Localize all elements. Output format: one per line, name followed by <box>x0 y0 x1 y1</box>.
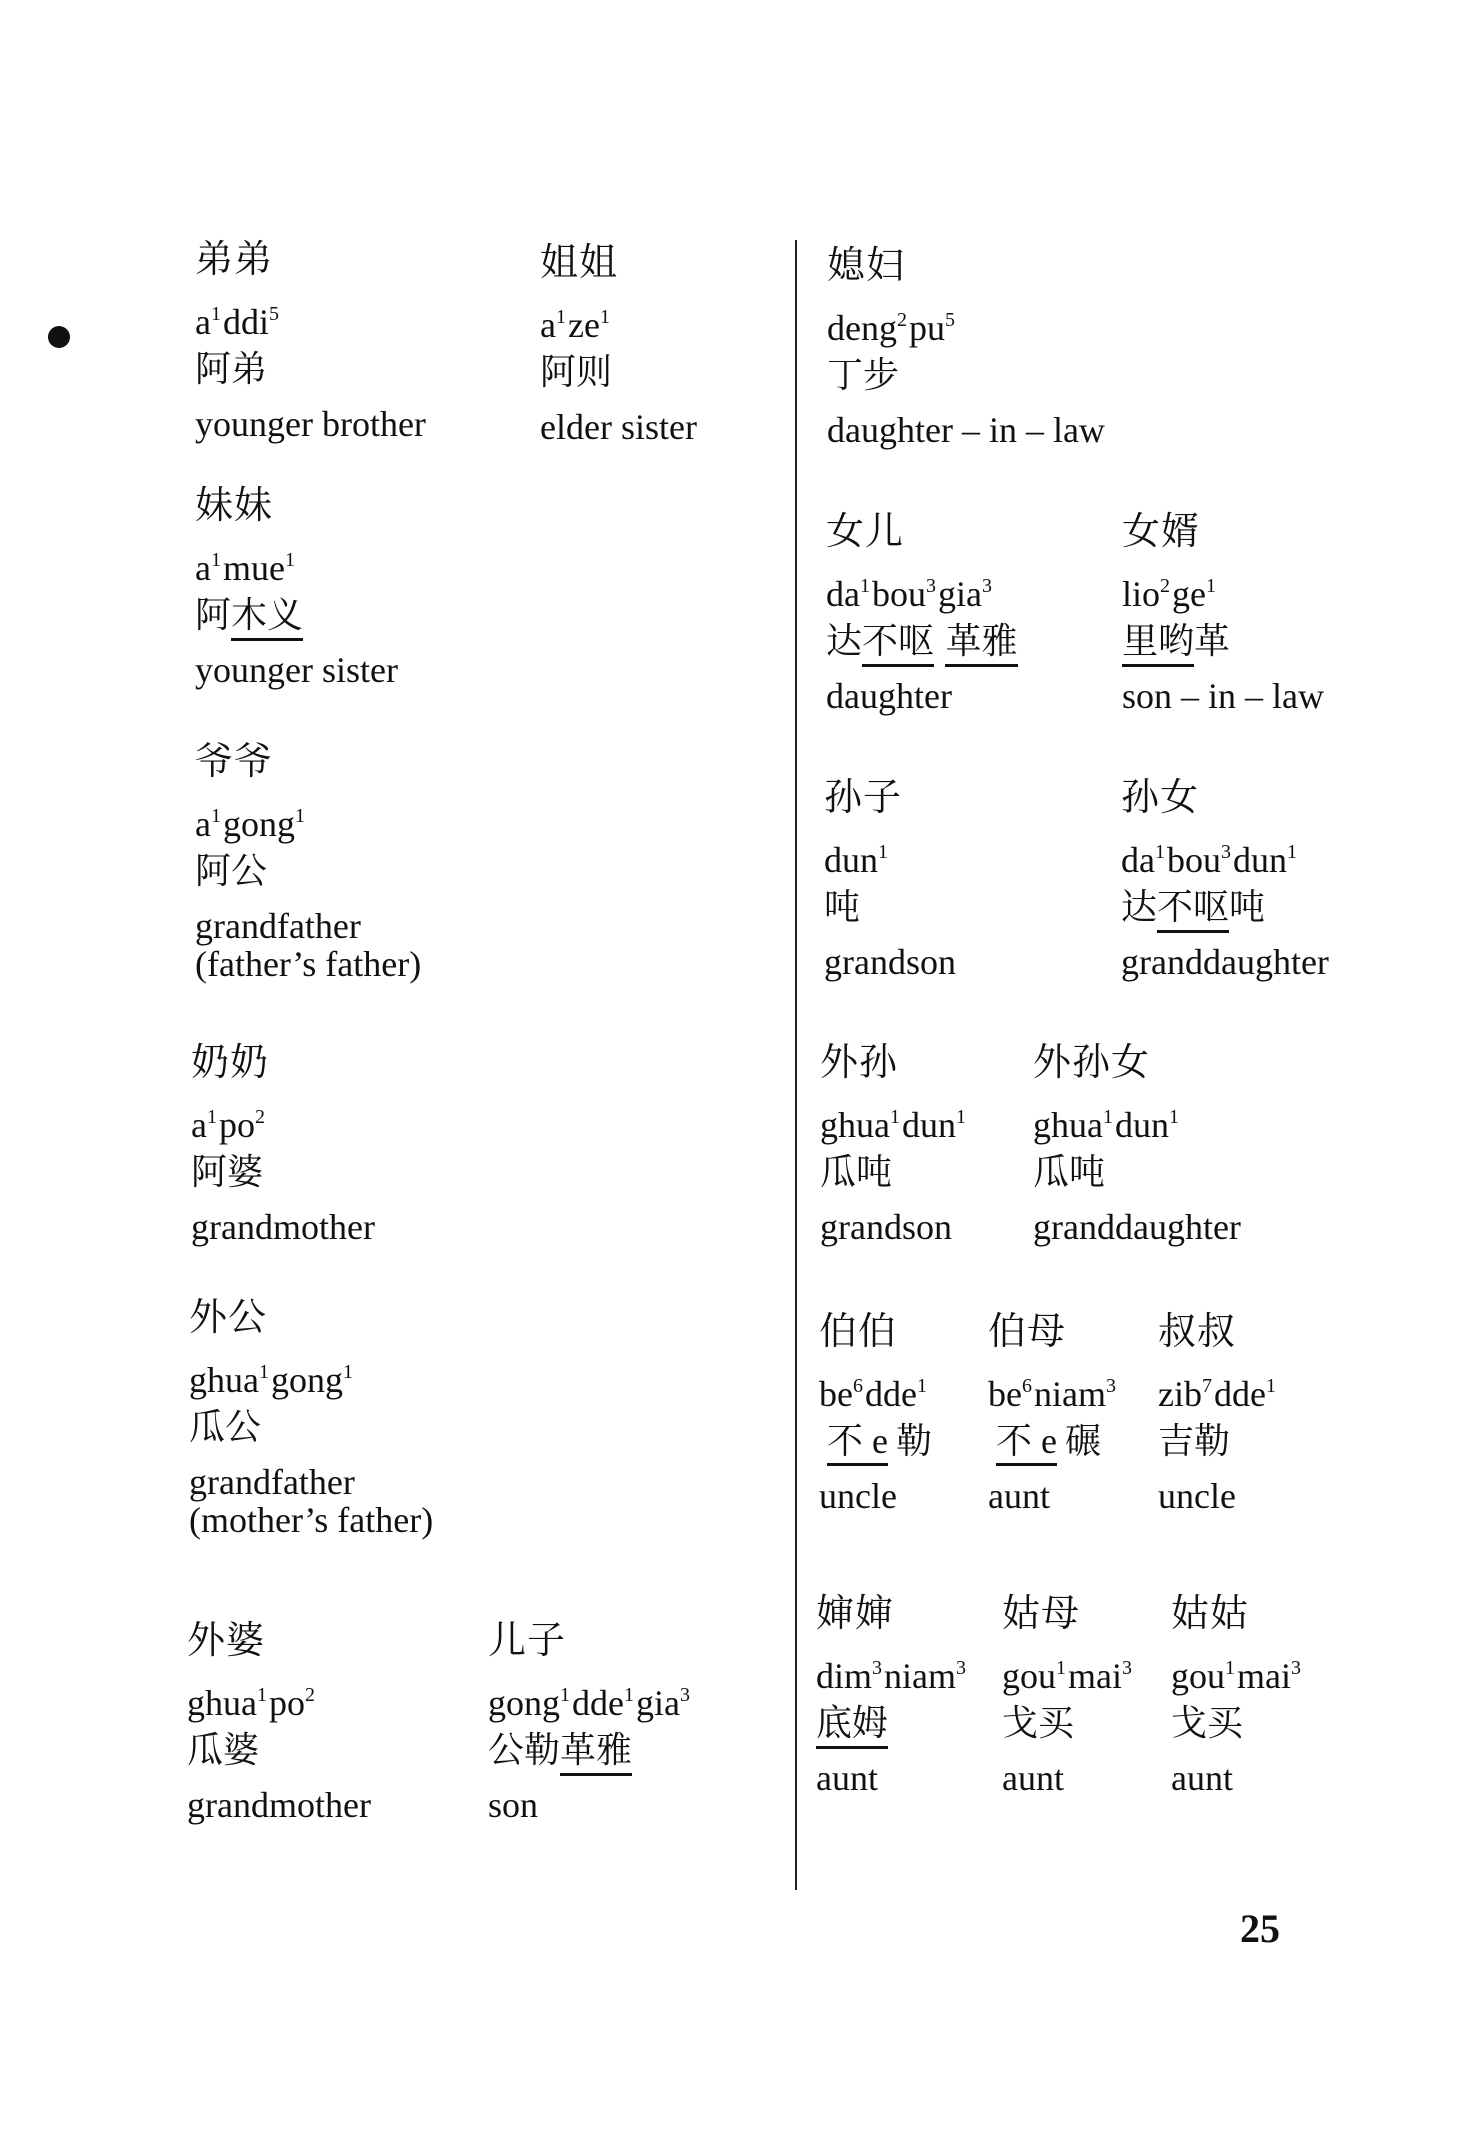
tone-number: 3 <box>1105 1375 1116 1397</box>
pinyin-syllable: gong <box>488 1683 560 1723</box>
english-line: uncle <box>1158 1476 1236 1516</box>
hanzi-term: 孙子 <box>824 775 903 819</box>
pinyin-romanization <box>988 1359 1118 1414</box>
pinyin-syllable: dun <box>1232 840 1287 880</box>
tone-number: 1 <box>294 805 305 827</box>
pinyin-syllable: dun <box>901 1105 956 1145</box>
tone-number: 3 <box>1121 1657 1132 1679</box>
transcription-segment: 瓜吨 <box>1033 1152 1106 1193</box>
english-line: daughter – in – law <box>827 410 1105 450</box>
english-line: grandson <box>824 942 956 982</box>
tone-number: 1 <box>623 1684 634 1706</box>
vocab-entry <box>988 1304 1118 1515</box>
vocab-entry <box>1121 770 1329 981</box>
english-line: granddaughter <box>1121 942 1329 982</box>
transcription-segment: 戈买 <box>1002 1703 1075 1744</box>
pinyin-syllable: ghua <box>820 1105 890 1145</box>
tone-number: 1 <box>284 549 295 571</box>
underlined-segment: 不呕 <box>1157 887 1229 933</box>
vocab-entry <box>1033 1035 1241 1246</box>
hanzi-term: 妹妹 <box>195 483 274 527</box>
transcription-segment: 丁步 <box>827 355 900 396</box>
phonetic-transcription <box>827 348 1105 403</box>
english-gloss <box>820 1208 968 1246</box>
tone-number: 2 <box>304 1684 315 1706</box>
pinyin-syllable: bou <box>871 574 926 614</box>
tone-number: 1 <box>955 1106 966 1128</box>
english-gloss <box>988 1477 1118 1515</box>
english-gloss <box>1033 1208 1241 1246</box>
pinyin-syllable: niam <box>884 1656 956 1696</box>
english-line: grandfather <box>189 1462 355 1502</box>
tone-number: 1 <box>1265 1375 1276 1397</box>
scan-artifact <box>48 326 70 348</box>
tone-number: 1 <box>889 1106 900 1128</box>
tone-number: 2 <box>254 1106 265 1128</box>
pinyin-romanization <box>1171 1641 1303 1696</box>
tone-number: 1 <box>210 805 221 827</box>
column-divider <box>795 240 797 1890</box>
transcription-segment <box>934 621 945 662</box>
tone-number: 2 <box>896 309 907 331</box>
pinyin-syllable: ghua <box>189 1360 259 1400</box>
hanzi-term: 婶婶 <box>816 1591 895 1635</box>
phonetic-transcription <box>195 844 421 899</box>
pinyin-romanization <box>195 789 421 844</box>
phonetic-transcription <box>1171 1696 1303 1751</box>
pinyin-syllable: dun <box>1114 1105 1169 1145</box>
pinyin-syllable: mai <box>1068 1656 1122 1696</box>
vocab-entry <box>827 238 1105 449</box>
tone-number: 1 <box>859 575 870 597</box>
pinyin-syllable: mue <box>222 548 285 588</box>
hanzi-term: 孙女 <box>1121 775 1200 819</box>
tone-number: 1 <box>1225 1657 1235 1679</box>
pinyin-syllable: a <box>540 305 556 345</box>
transcription-segment: 瓜婆 <box>187 1730 260 1771</box>
pinyin-syllable: gong <box>270 1360 343 1400</box>
english-line: grandmother <box>187 1785 371 1825</box>
phonetic-transcription <box>189 1400 433 1455</box>
transcription-segment: 阿则 <box>540 352 613 393</box>
transcription-segment: 阿 <box>195 595 232 636</box>
pinyin-romanization <box>195 287 426 342</box>
tone-number: 1 <box>878 841 888 863</box>
pinyin-romanization <box>1121 825 1329 880</box>
transcription-segment: 革 <box>1194 621 1231 662</box>
english-gloss <box>195 907 421 983</box>
pinyin-romanization <box>816 1641 968 1696</box>
phonetic-transcription <box>1158 1414 1278 1469</box>
english-gloss <box>827 411 1105 449</box>
pinyin-syllable: po <box>268 1683 305 1723</box>
pinyin-syllable: be <box>819 1374 853 1414</box>
english-gloss <box>191 1208 375 1246</box>
phonetic-transcription <box>187 1723 371 1778</box>
transcription-segment: 戈买 <box>1171 1703 1244 1744</box>
hanzi-term: 姐姐 <box>540 240 619 284</box>
english-gloss <box>187 1786 371 1824</box>
pinyin-romanization <box>1033 1090 1241 1145</box>
pinyin-syllable: ghua <box>1033 1105 1103 1145</box>
pinyin-romanization <box>191 1090 375 1145</box>
english-gloss <box>1171 1759 1303 1797</box>
phonetic-transcription <box>1121 880 1329 935</box>
tone-number: 3 <box>956 1657 966 1679</box>
tone-number: 1 <box>599 306 610 328</box>
english-line: grandmother <box>191 1207 375 1247</box>
pinyin-syllable: dde <box>572 1683 624 1723</box>
tone-number: 1 <box>1286 841 1297 863</box>
pinyin-syllable: be <box>988 1374 1022 1414</box>
phonetic-transcription <box>195 588 398 643</box>
tone-number: 5 <box>944 309 955 331</box>
pinyin-romanization <box>819 1359 932 1414</box>
transcription-segment: 达 <box>826 621 863 662</box>
pinyin-romanization <box>826 559 1018 614</box>
english-line: younger brother <box>195 404 426 444</box>
vocab-entry <box>191 1035 375 1246</box>
tone-number: 3 <box>1290 1657 1301 1679</box>
underlined-segment: 底姆 <box>816 1703 888 1749</box>
english-line: elder sister <box>540 407 697 447</box>
tone-number: 7 <box>1201 1375 1212 1397</box>
tone-number: 1 <box>1168 1106 1179 1128</box>
underlined-segment: 木义 <box>231 595 303 641</box>
pinyin-romanization <box>820 1090 968 1145</box>
english-line: granddaughter <box>1033 1207 1241 1247</box>
pinyin-syllable: ge <box>1172 574 1206 614</box>
transcription-segment: 阿婆 <box>191 1152 264 1193</box>
transcription-segment: 阿弟 <box>195 349 268 390</box>
hanzi-term: 儿子 <box>488 1618 567 1662</box>
phonetic-transcription <box>826 614 1018 669</box>
vocab-entry <box>824 770 956 981</box>
pinyin-syllable: ddi <box>222 302 269 342</box>
vocab-entry <box>195 478 398 689</box>
english-gloss <box>1121 943 1329 981</box>
pinyin-syllable: zib <box>1158 1374 1202 1414</box>
pinyin-syllable: ghua <box>187 1683 257 1723</box>
transcription-segment: 勒 <box>895 1421 932 1462</box>
english-gloss <box>1122 677 1324 715</box>
english-gloss <box>488 1786 692 1824</box>
tone-number: 3 <box>872 1657 883 1679</box>
vocab-entry <box>820 1035 968 1246</box>
underlined-segment: 不 e <box>996 1421 1057 1466</box>
underlined-segment: 不呕 <box>862 621 934 667</box>
pinyin-syllable: da <box>1121 840 1155 880</box>
tone-number: 1 <box>1154 841 1165 863</box>
pinyin-syllable: dun <box>824 840 878 880</box>
underlined-segment: 革雅 <box>560 1730 632 1776</box>
pinyin-syllable: da <box>826 574 860 614</box>
pinyin-syllable: ze <box>567 305 600 345</box>
pinyin-syllable: pu <box>908 308 945 348</box>
hanzi-term: 外孙女 <box>1033 1040 1151 1084</box>
phonetic-transcription <box>1122 614 1324 669</box>
pinyin-syllable: gia <box>635 1683 680 1723</box>
tone-number: 1 <box>342 1361 353 1383</box>
tone-number: 6 <box>852 1375 863 1397</box>
hanzi-term: 伯母 <box>988 1309 1067 1353</box>
pinyin-romanization <box>824 825 956 880</box>
english-gloss <box>824 943 956 981</box>
pinyin-romanization <box>195 533 398 588</box>
english-line: daughter <box>826 676 952 716</box>
tone-number: 1 <box>210 303 221 325</box>
transcription-segment: 达 <box>1121 887 1158 928</box>
transcription-segment: 阿公 <box>195 851 268 892</box>
pinyin-romanization <box>540 290 697 345</box>
english-line: grandfather <box>195 906 361 946</box>
vocab-entry <box>1122 504 1324 715</box>
pinyin-romanization <box>1122 559 1324 614</box>
tone-number: 5 <box>269 303 279 325</box>
english-line: aunt <box>816 1758 878 1798</box>
hanzi-term: 外婆 <box>187 1618 266 1662</box>
hanzi-term: 女儿 <box>826 509 905 553</box>
vocab-entry <box>826 504 1018 715</box>
phonetic-transcription <box>988 1414 1118 1469</box>
hanzi-term: 奶奶 <box>191 1040 270 1084</box>
phonetic-transcription <box>488 1723 692 1778</box>
pinyin-syllable: bou <box>1166 840 1221 880</box>
tone-number: 1 <box>916 1375 927 1397</box>
vocab-entry <box>819 1304 932 1515</box>
pinyin-romanization <box>187 1668 371 1723</box>
english-line: younger sister <box>195 650 398 690</box>
underlined-segment: 里哟 <box>1122 621 1194 667</box>
vocab-entry <box>195 232 426 443</box>
english-gloss <box>540 408 697 446</box>
english-line: aunt <box>1171 1758 1233 1798</box>
tone-number: 1 <box>206 1106 217 1128</box>
vocab-entry <box>1002 1586 1134 1797</box>
english-gloss <box>1158 1477 1278 1515</box>
english-line: aunt <box>1002 1758 1064 1798</box>
tone-number: 1 <box>1102 1106 1113 1128</box>
phonetic-transcription <box>816 1696 968 1751</box>
english-gloss <box>826 677 1018 715</box>
vocab-entry <box>187 1613 371 1824</box>
phonetic-transcription <box>191 1145 375 1200</box>
tone-number: 1 <box>555 306 566 328</box>
pinyin-syllable: a <box>191 1105 207 1145</box>
page-number: 25 <box>1240 1906 1280 1951</box>
tone-number: 3 <box>1220 841 1231 863</box>
english-line: son – in – law <box>1122 676 1324 716</box>
tone-number: 3 <box>679 1684 690 1706</box>
pinyin-romanization <box>1002 1641 1134 1696</box>
hanzi-term: 伯伯 <box>819 1309 898 1353</box>
hanzi-term: 外孙 <box>820 1040 899 1084</box>
tone-number: 1 <box>210 549 221 571</box>
hanzi-term: 媳妇 <box>827 243 906 287</box>
hanzi-term: 叔叔 <box>1158 1309 1237 1353</box>
tone-number: 1 <box>1056 1657 1066 1679</box>
pinyin-syllable: dim <box>816 1656 873 1696</box>
underlined-segment: 革雅 <box>945 621 1017 667</box>
pinyin-syllable: gou <box>1002 1656 1056 1696</box>
pinyin-syllable: lio <box>1122 574 1161 614</box>
english-gloss <box>195 405 426 443</box>
pinyin-syllable: gou <box>1171 1656 1225 1696</box>
transcription-segment: 瓜公 <box>189 1407 262 1448</box>
tone-number: 1 <box>560 1684 570 1706</box>
english-gloss <box>816 1759 968 1797</box>
hanzi-term: 弟弟 <box>195 237 274 281</box>
pinyin-syllable: gia <box>937 574 982 614</box>
hanzi-term: 女婿 <box>1122 509 1201 553</box>
pinyin-romanization <box>488 1668 692 1723</box>
hanzi-term: 外公 <box>189 1295 268 1339</box>
pinyin-syllable: a <box>195 548 211 588</box>
tone-number: 3 <box>925 575 936 597</box>
underlined-segment: 不 e <box>827 1421 888 1466</box>
pinyin-syllable: dde <box>1213 1374 1266 1414</box>
pinyin-syllable: a <box>195 302 211 342</box>
vocab-entry <box>1171 1586 1303 1797</box>
vocab-entry <box>488 1613 692 1824</box>
tone-number: 2 <box>1160 575 1171 597</box>
vocab-entry <box>540 235 697 446</box>
pinyin-romanization <box>189 1345 433 1400</box>
vocab-entry <box>1158 1304 1278 1515</box>
english-line: aunt <box>988 1476 1050 1516</box>
vocab-entry <box>189 1290 433 1539</box>
english-line: (mother’s father) <box>189 1500 434 1540</box>
pinyin-romanization <box>1158 1359 1278 1414</box>
english-line: grandson <box>820 1207 952 1247</box>
tone-number: 1 <box>258 1361 269 1383</box>
transcription-segment: 碾 <box>1064 1421 1101 1462</box>
pinyin-syllable: gong <box>222 804 295 844</box>
phonetic-transcription <box>540 345 697 400</box>
tone-number: 1 <box>256 1684 267 1706</box>
pinyin-syllable: a <box>195 804 211 844</box>
tone-number: 3 <box>981 575 992 597</box>
pinyin-syllable: deng <box>827 308 897 348</box>
pinyin-syllable: po <box>218 1105 255 1145</box>
english-gloss <box>819 1477 932 1515</box>
phonetic-transcription <box>824 880 956 935</box>
hanzi-term: 爷爷 <box>195 739 274 783</box>
vocab-entry <box>816 1586 968 1797</box>
transcription-segment: 吨 <box>1229 887 1266 928</box>
transcription-segment: 吉勒 <box>1158 1421 1231 1462</box>
phonetic-transcription <box>820 1145 968 1200</box>
english-line: son <box>488 1785 539 1825</box>
pinyin-syllable: dde <box>864 1374 917 1414</box>
pinyin-romanization <box>827 293 1105 348</box>
transcription-segment: 吨 <box>824 887 861 928</box>
hanzi-term: 姑母 <box>1002 1591 1081 1635</box>
english-gloss <box>189 1463 433 1539</box>
hanzi-term: 姑姑 <box>1171 1591 1250 1635</box>
pinyin-syllable: niam <box>1033 1374 1106 1414</box>
phonetic-transcription <box>1002 1696 1134 1751</box>
phonetic-transcription <box>195 342 426 397</box>
tone-number: 6 <box>1021 1375 1032 1397</box>
english-line: (father’s father) <box>195 944 422 984</box>
transcription-segment: 公勒 <box>488 1730 561 1771</box>
english-gloss <box>1002 1759 1134 1797</box>
phonetic-transcription <box>819 1414 932 1469</box>
phonetic-transcription <box>1033 1145 1241 1200</box>
vocab-entry <box>195 734 421 983</box>
pinyin-syllable: mai <box>1237 1656 1291 1696</box>
transcription-segment: 瓜吨 <box>820 1152 893 1193</box>
english-line: uncle <box>819 1476 897 1516</box>
tone-number: 1 <box>1206 575 1216 597</box>
english-gloss <box>195 651 398 689</box>
